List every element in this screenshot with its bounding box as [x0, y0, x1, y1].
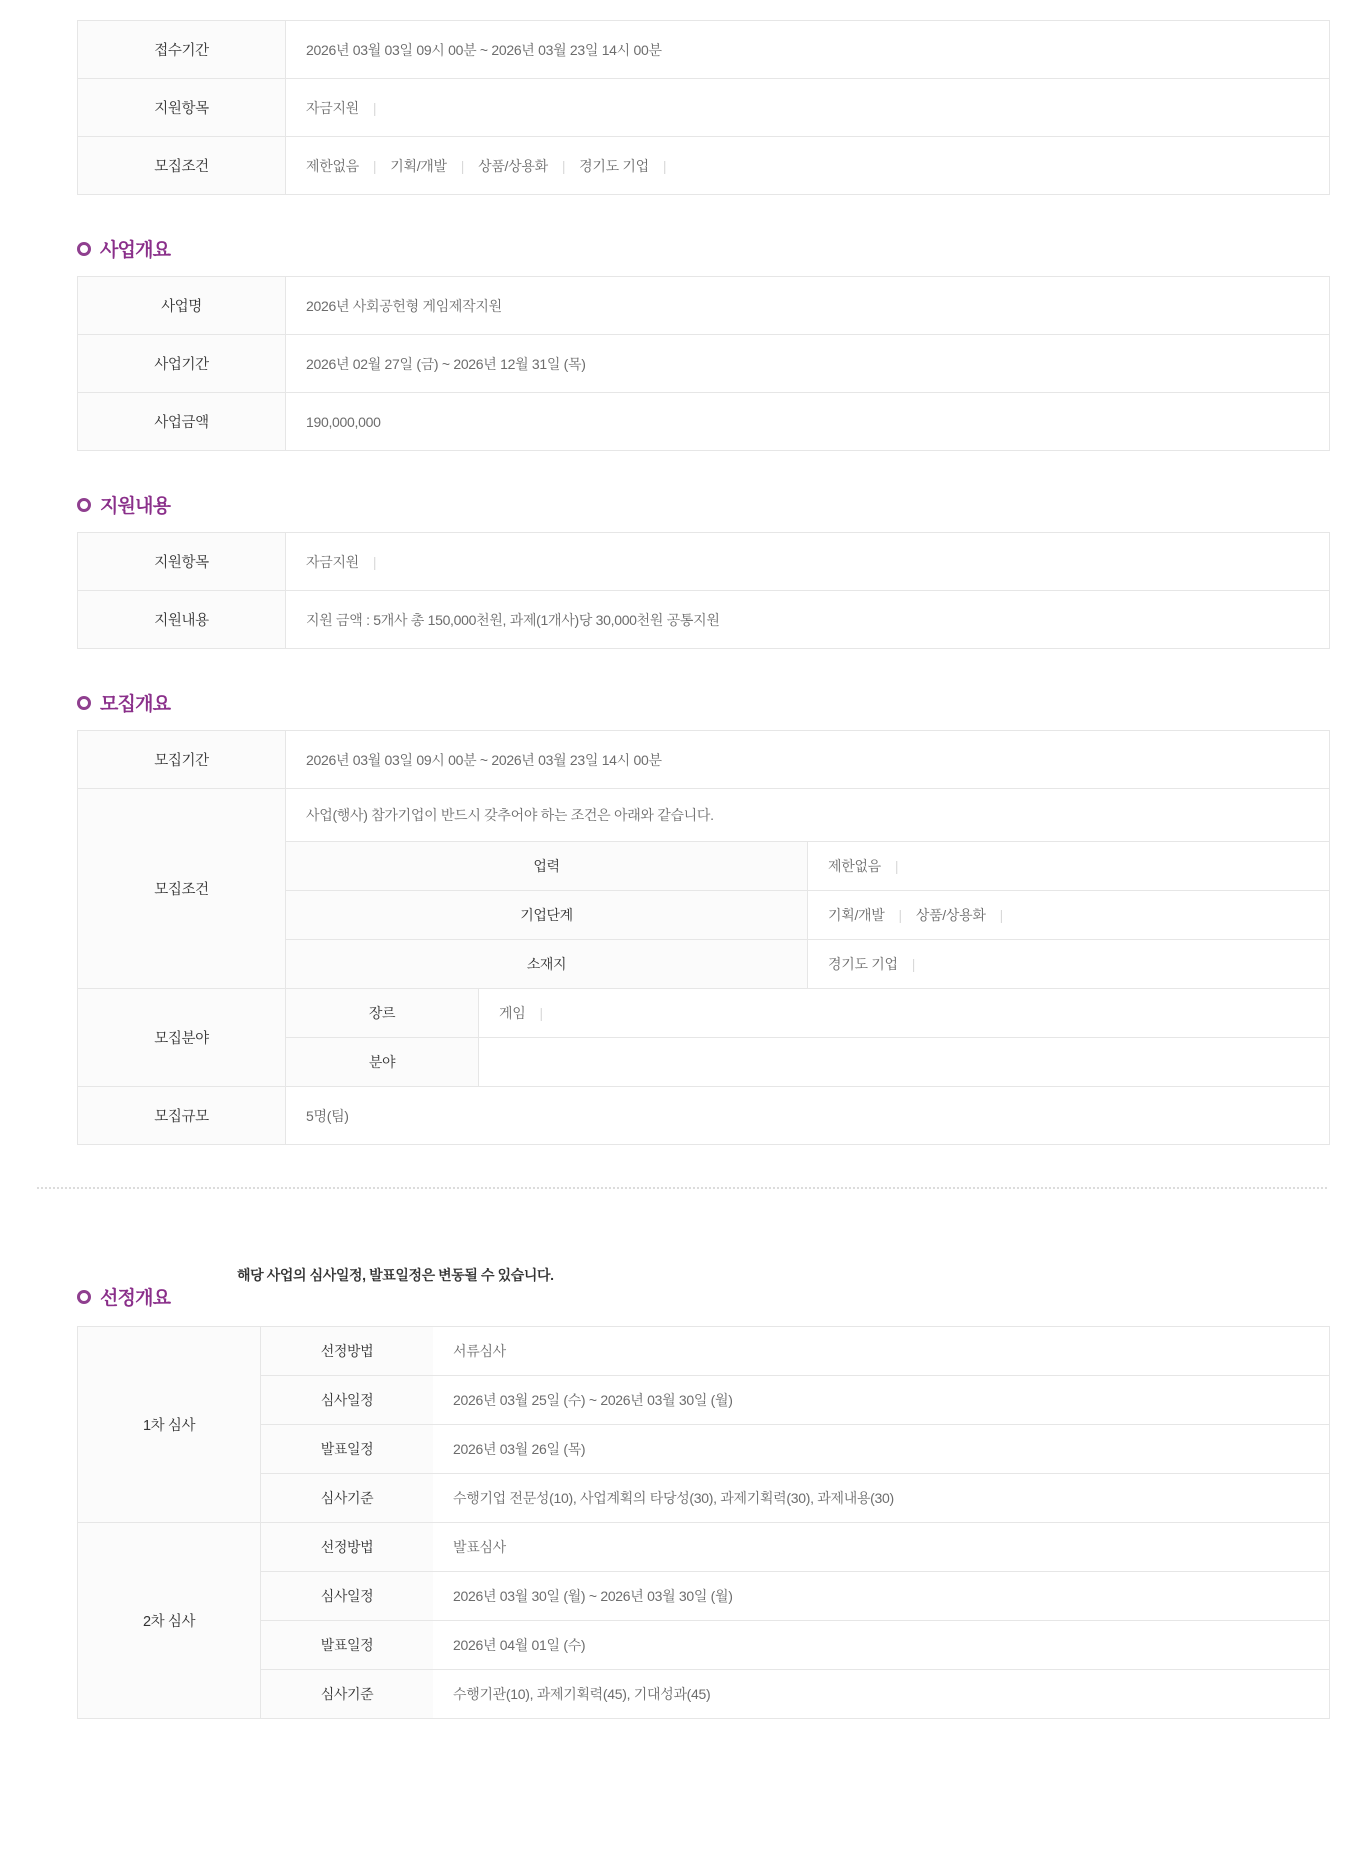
row-label-criteria-1: 심사기준 — [261, 1474, 433, 1523]
chip: 제한없음 — [306, 157, 359, 174]
row-value-career — [808, 842, 1330, 891]
table-row — [286, 789, 1329, 842]
table-row — [261, 1376, 1329, 1425]
recruit-field-cell — [286, 989, 1330, 1087]
round-1-inner-table — [261, 1327, 1329, 1522]
chip: 자금지원 — [306, 99, 359, 116]
row-label-support-item: 지원항목 — [78, 79, 286, 137]
section-title: 모집개요 — [100, 694, 171, 715]
table-row — [261, 1425, 1329, 1474]
chip-list — [828, 954, 929, 974]
row-label-method-1: 선정방법 — [261, 1327, 433, 1376]
row-label-recruit-period: 모집기간 — [78, 731, 286, 789]
row-value-support-item — [286, 533, 1330, 591]
recruit-overview-table — [77, 730, 1330, 1145]
row-label-company-stage: 기업단계 — [286, 891, 808, 940]
table-row — [286, 891, 1329, 940]
row-value-location — [808, 940, 1330, 989]
chip-separator: | — [372, 553, 377, 570]
row-label-recruit-condition: 모집조건 — [78, 789, 286, 989]
chip-list — [828, 856, 912, 876]
section-title: 지원내용 — [100, 496, 171, 517]
table-row — [78, 1087, 1330, 1145]
row-value-support-item — [286, 79, 1330, 137]
row-label-business-name: 사업명 — [78, 277, 286, 335]
bullet-icon — [77, 242, 91, 256]
chip-separator: | — [561, 157, 566, 174]
chip: 제한없음 — [828, 858, 881, 874]
row-label-announce-2: 발표일정 — [261, 1621, 433, 1670]
selection-overview-section — [37, 1265, 1327, 1719]
business-overview-table — [77, 276, 1330, 451]
row-label-schedule-2: 심사일정 — [261, 1572, 433, 1621]
chip: 상품/상용화 — [478, 157, 548, 174]
chip-separator: | — [372, 157, 377, 174]
table-row — [261, 1670, 1329, 1719]
row-value-schedule-2: 2026년 03월 30일 (월) ~ 2026년 03월 30일 (월) — [433, 1572, 1329, 1621]
chip-list — [306, 156, 680, 176]
row-value-recruit-scale: 5명(팀) — [286, 1087, 1330, 1145]
row-label-reception-period: 접수기간 — [78, 21, 286, 79]
chip-separator: | — [898, 907, 902, 923]
table-row — [78, 1327, 1330, 1523]
row-value-reception-period: 2026년 03월 03일 09시 00분 ~ 2026년 03월 23일 14시 00분 — [286, 21, 1330, 79]
section-title: 사업개요 — [100, 240, 171, 261]
selection-heading-block — [77, 1265, 1327, 1310]
table-row — [78, 21, 1330, 79]
row-value-business-period: 2026년 02월 27일 (금) ~ 2026년 12월 31일 (목) — [286, 335, 1330, 393]
round-1-cell — [261, 1327, 1330, 1523]
table-row — [78, 731, 1330, 789]
table-row — [78, 393, 1330, 451]
row-label-recruit-condition: 모집조건 — [78, 137, 286, 195]
table-row — [261, 1523, 1329, 1572]
chip-separator: | — [894, 858, 899, 874]
row-value-announce-1: 2026년 03월 26일 (목) — [433, 1425, 1329, 1474]
row-value-criteria-1: 수행기업 전문성(10), 사업계획의 타당성(30), 과제기획력(30), 과제내용(30) — [433, 1474, 1329, 1523]
chip-separator: | — [999, 907, 1003, 923]
bullet-icon — [77, 1290, 91, 1304]
chip: 상품/상용화 — [915, 907, 986, 923]
table-row — [286, 989, 1329, 1038]
row-value-recruit-period: 2026년 03월 03일 09시 00분 ~ 2026년 03월 23일 14시 00분 — [286, 731, 1330, 789]
table-row — [286, 940, 1329, 989]
row-value-business-name: 2026년 사회공헌형 게임제작지원 — [286, 277, 1330, 335]
table-row — [78, 989, 1330, 1087]
summary-section — [37, 20, 1327, 195]
recruit-condition-inner-table — [286, 789, 1329, 988]
table-row — [78, 789, 1330, 989]
round-2-cell — [261, 1523, 1330, 1719]
row-label-support-content: 지원내용 — [78, 591, 286, 649]
selection-note: 해당 사업의 심사일정, 발표일정은 변동될 수 있습니다. — [237, 1267, 554, 1283]
row-label-round-1: 1차 심사 — [78, 1327, 261, 1523]
row-value-method-2: 발표심사 — [453, 1539, 506, 1555]
chip: 경기도 기업 — [579, 157, 649, 174]
section-heading-recruit-overview — [77, 689, 1327, 716]
row-value-criteria-2: 수행기관(10), 과제기획력(45), 기대성과(45) — [433, 1670, 1329, 1719]
row-label-announce-1: 발표일정 — [261, 1425, 433, 1474]
recruit-condition-cell — [286, 789, 1330, 989]
section-divider — [37, 1187, 1327, 1189]
recruit-field-inner-table — [286, 989, 1329, 1086]
chip-separator: | — [539, 1005, 543, 1021]
row-label-method-2: 선정방법 — [261, 1523, 433, 1572]
row-label-recruit-field: 모집분야 — [78, 989, 286, 1087]
row-value-method-1: 서류심사 — [453, 1343, 506, 1359]
row-label-business-period: 사업기간 — [78, 335, 286, 393]
row-value-genre — [479, 989, 1330, 1038]
table-row — [261, 1474, 1329, 1523]
row-label-round-2: 2차 심사 — [78, 1523, 261, 1719]
table-row — [261, 1327, 1329, 1376]
round-2-inner-table — [261, 1523, 1329, 1718]
business-overview-section — [37, 235, 1327, 451]
row-value-company-stage — [808, 891, 1330, 940]
bullet-icon — [77, 696, 91, 710]
selection-table-wrap — [77, 1326, 1327, 1719]
table-row — [261, 1572, 1329, 1621]
chip-separator: | — [662, 157, 667, 174]
row-label-career: 업력 — [286, 842, 808, 891]
table-row — [78, 79, 1330, 137]
section-heading-business-overview — [77, 235, 1327, 262]
section-title: 선정개요 — [100, 1288, 171, 1309]
summary-table — [77, 20, 1330, 195]
table-row — [78, 277, 1330, 335]
support-detail-table — [77, 532, 1330, 649]
chip-list — [306, 98, 390, 118]
chip: 기획/개발 — [828, 907, 885, 923]
chip: 자금지원 — [306, 553, 359, 570]
table-row — [286, 842, 1329, 891]
table-row — [78, 1523, 1330, 1719]
chip-separator: | — [911, 956, 916, 972]
chip-list — [499, 1003, 557, 1023]
chip-list — [828, 905, 1017, 925]
row-label-recruit-scale: 모집규모 — [78, 1087, 286, 1145]
row-value-support-content: 지원 금액 : 5개사 총 150,000천원, 과제(1개사)당 30,000천원 공통지원 — [286, 591, 1330, 649]
row-value-business-amount: 190,000,000 — [286, 393, 1330, 451]
table-row — [261, 1621, 1329, 1670]
chip-separator: | — [372, 99, 377, 116]
top-spacer — [0, 0, 1364, 20]
selection-table — [77, 1326, 1330, 1719]
recruit-condition-note: 사업(행사) 참가기업이 반드시 갖추어야 하는 조건은 아래와 같습니다. — [306, 807, 714, 823]
table-row — [78, 335, 1330, 393]
table-row — [78, 137, 1330, 195]
row-value-recruit-condition — [286, 137, 1330, 195]
section-heading-support-detail — [77, 491, 1327, 518]
row-value-schedule-1: 2026년 03월 25일 (수) ~ 2026년 03월 30일 (월) — [433, 1376, 1329, 1425]
row-label-business-amount: 사업금액 — [78, 393, 286, 451]
chip-list — [306, 552, 390, 572]
section-heading-selection-overview — [77, 1265, 237, 1310]
row-label-schedule-1: 심사일정 — [261, 1376, 433, 1425]
bullet-icon — [77, 498, 91, 512]
recruit-overview-section — [37, 689, 1327, 1145]
table-row — [78, 533, 1330, 591]
chip: 게임 — [499, 1005, 526, 1021]
chip: 경기도 기업 — [828, 956, 898, 972]
chip: 기획/개발 — [390, 157, 447, 174]
row-label-support-item: 지원항목 — [78, 533, 286, 591]
row-label-criteria-2: 심사기준 — [261, 1670, 433, 1719]
table-row — [78, 591, 1330, 649]
row-value-announce-2: 2026년 04월 01일 (수) — [433, 1621, 1329, 1670]
chip-separator: | — [460, 157, 465, 174]
row-label-field: 분야 — [286, 1038, 479, 1087]
table-row — [286, 1038, 1329, 1087]
row-label-location: 소재지 — [286, 940, 808, 989]
row-value-field — [479, 1038, 1330, 1087]
row-label-genre: 장르 — [286, 989, 479, 1038]
support-detail-section — [37, 491, 1327, 649]
